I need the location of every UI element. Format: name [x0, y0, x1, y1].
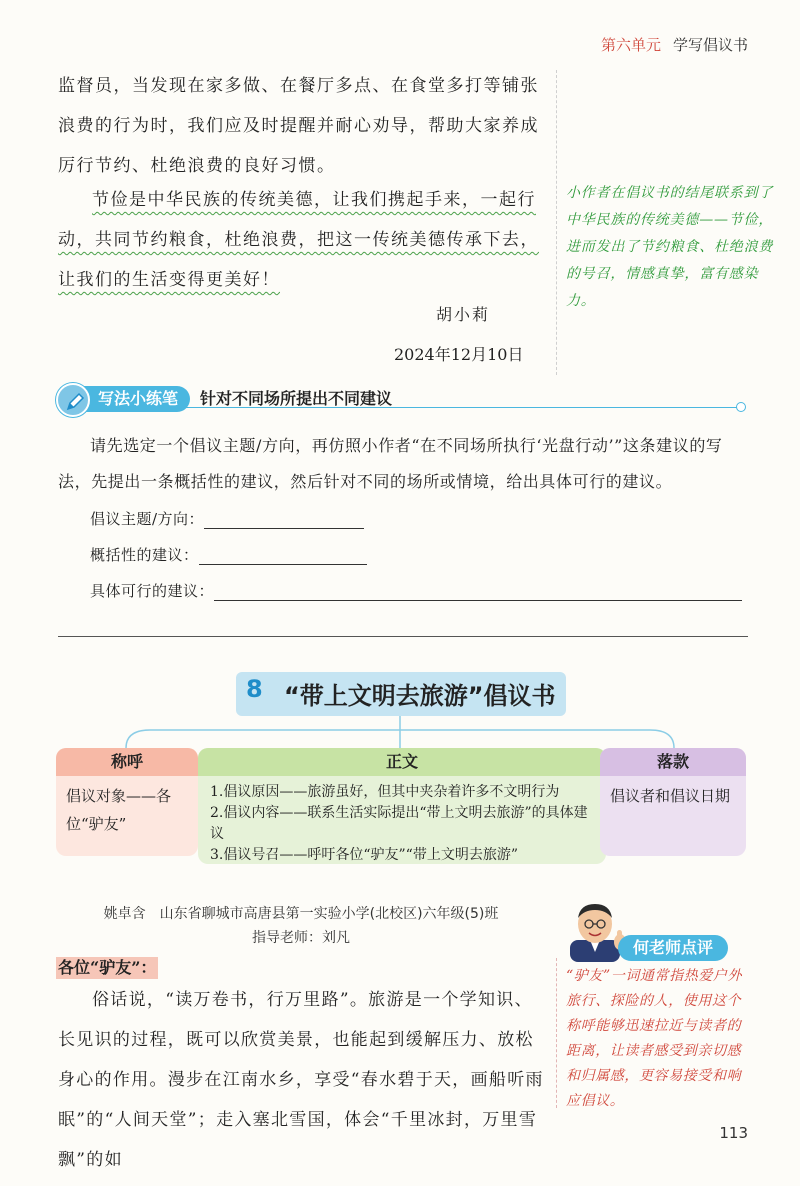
essay-number: 8 — [246, 675, 263, 703]
teacher-line: 指导老师：刘凡 — [252, 930, 350, 946]
field-topic — [90, 508, 364, 529]
practice-instruction: 请先选定一个倡议主题/方向，再仿照小作者“在不同场所执行‘光盘行动’”这条建议的写法，先提出一条概括性的建议，然后针对不同的场所或情境，给出具体可行的建议。 — [58, 436, 723, 491]
essay-title: “带上文明去旅游”倡议书 — [284, 682, 556, 710]
greeting: 各位“驴友”： — [58, 958, 157, 977]
page-number: 113 — [719, 1124, 748, 1142]
teacher-divider — [556, 958, 558, 1108]
practice-label: 写法小练笔 — [84, 386, 190, 412]
body-item-1: 1.倡议原因——旅游虽好，但其中夹杂着许多不文明行为 — [210, 784, 560, 800]
mindmap-body — [198, 748, 606, 864]
author-line: 姚卓含 山东省聊城市高唐县第一实验小学(北校区)六年级(5)班 — [103, 906, 499, 922]
margin-divider — [556, 70, 557, 375]
body-item-2: 2.倡议内容——联系生活实际提出“带上文明去旅游”的具体建议 — [210, 805, 588, 842]
side-annotation: 小作者在倡议书的结尾联系到了中华民族的传统美德——节俭，进而发出了节约粮食、杜绝浪费的号召，情感真挚，富有感染力。 — [566, 185, 774, 309]
wavy-underlined-text: 节俭是中华民族的传统美德，让我们携起手来，一起行动，共同节约粮食，杜绝浪费，把这一传统美德传承下去，让我们的生活变得更美好！ — [58, 190, 539, 290]
body-item-3: 3.倡议号召——呼吁各位“驴友”“带上文明去旅游” — [210, 847, 518, 863]
field-specific-blank[interactable] — [214, 583, 742, 601]
section-divider — [58, 636, 748, 637]
practice-title: 针对不同场所提出不同建议 — [200, 389, 393, 408]
field-general-label: 概括性的建议： — [90, 546, 199, 564]
teacher-comment-tag: 何老师点评 — [618, 935, 728, 961]
field-specific-label: 具体可行的建议： — [90, 582, 215, 600]
teacher-comment: “驴友”一词通常指热爱户外旅行、探险的人，使用这个称呼能够迅速拉近与读者的距离，让读者感受到亲切感和归属感，更容易接受和响应倡议。 — [566, 968, 743, 1109]
body-items — [198, 776, 606, 864]
field-topic-blank[interactable] — [204, 511, 364, 529]
field-specific — [90, 580, 742, 601]
letter-paragraph-1: 监督员，当发现在家多做、在餐厅多点、在食堂多打等铺张浪费的行为时，我们应及时提醒并耐心劝导，帮助大家养成厉行节约、杜绝浪费的良好习惯。 — [58, 76, 539, 176]
field-topic-label: 倡议主题/方向： — [90, 510, 205, 528]
letter-date: 2024年12月10日 — [394, 345, 524, 364]
practice-line-end-dot — [736, 402, 746, 412]
essay-paragraph: 俗话说，“读万卷书，行万里路”。旅游是一个学知识、长见识的过程，既可以欣赏美景，也能起到缓解压力、放松身心的作用。漫步在江南水乡，享受“春水碧于天，画船听雨眠”的“人间天堂”；走入塞北雪国，体会“千里冰封，万里雪飘”的如 — [58, 990, 544, 1170]
signature: 胡小莉 — [436, 305, 491, 324]
topic-label: 学写倡议书 — [672, 36, 748, 54]
unit-label: 第六单元 — [600, 36, 661, 54]
mindmap-signoff — [600, 748, 746, 856]
salutation-head: 称呼 — [56, 748, 198, 776]
field-general-blank[interactable] — [199, 547, 367, 565]
pen-icon — [56, 383, 90, 417]
signoff-body: 倡议者和倡议日期 — [610, 787, 731, 805]
signoff-head: 落款 — [600, 748, 746, 776]
salutation-body: 倡议对象——各位“驴友” — [66, 787, 172, 833]
field-general — [90, 544, 367, 565]
page-header — [601, 34, 748, 55]
letter-paragraph-2 — [58, 180, 548, 300]
mindmap-salutation — [56, 748, 198, 856]
author-info — [56, 902, 546, 950]
body-head: 正文 — [198, 748, 606, 776]
